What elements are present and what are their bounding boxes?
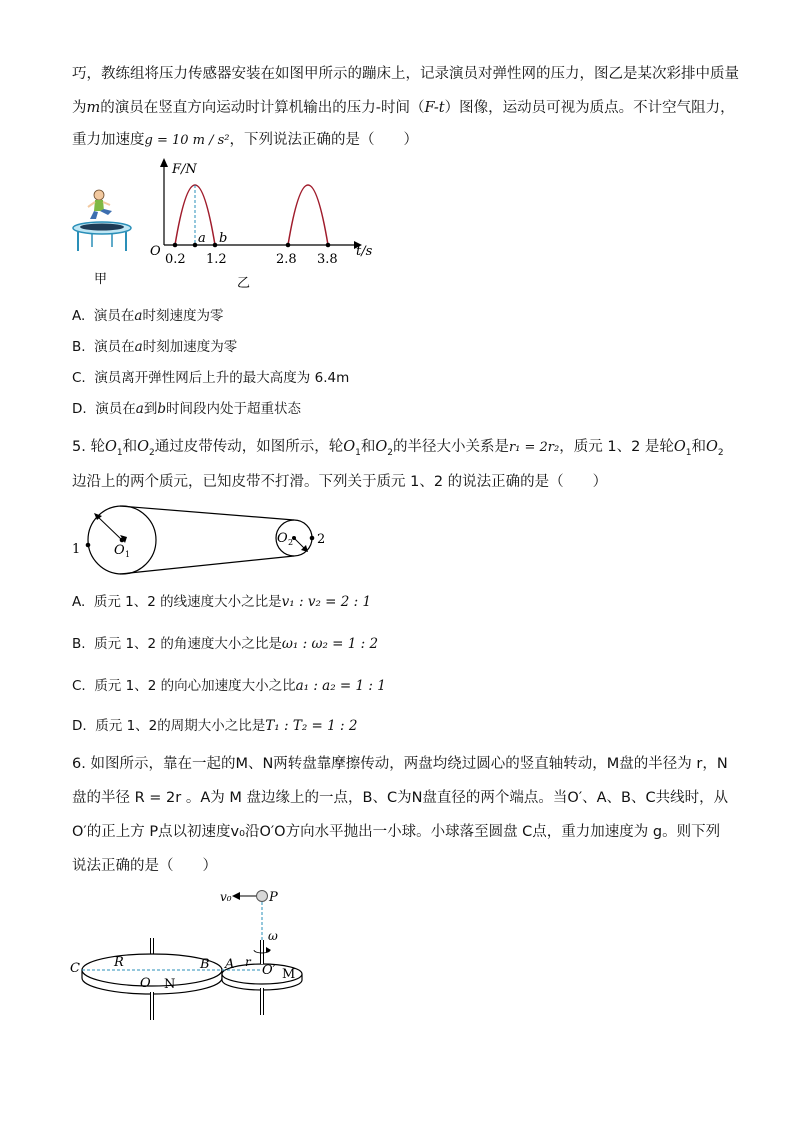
- q5-option-d[interactable]: [72, 716, 357, 736]
- text-fragment: 的演员在竖直方向运动时计算机输出的压力-时间（: [100, 100, 425, 116]
- point-a-label: A: [225, 957, 235, 972]
- q5-option-c[interactable]: [72, 676, 386, 696]
- option-text: 质元 1、2 的向心加速度大小之比: [94, 678, 296, 694]
- q6-stem-line3: O′的正上方 P点以初速度v₀沿O′O方向水平抛出一小球。小球落至圆盘 C点，重力加速度为 g。则下列: [72, 824, 721, 840]
- option-text: 时间段内处于超重状态: [166, 401, 301, 417]
- tick-label: 1.2: [206, 252, 227, 267]
- disk-m-label: M: [282, 967, 296, 982]
- option-formula: a₁ : a₂ = 1 : 1: [295, 678, 386, 694]
- center-o1-label: O: [114, 543, 125, 558]
- q5-stem-line2: 边沿上的两个质元，已知皮带不打滑。下列关于质元 1、2 的说法正确的是（ ）: [72, 474, 608, 490]
- point-p-label: P: [269, 890, 278, 905]
- option-letter: C.: [72, 370, 86, 386]
- text-fragment: 和: [691, 439, 707, 455]
- option-letter: B.: [72, 339, 86, 355]
- tick-label: 3.8: [317, 252, 338, 267]
- text-fragment: ，质元 1、2 是轮: [559, 439, 674, 455]
- q4-option-c[interactable]: [72, 368, 349, 388]
- arch-2: [288, 185, 328, 245]
- point-c-label: C: [70, 961, 80, 976]
- option-text: 演员在: [94, 339, 135, 355]
- origin-label: O: [150, 244, 161, 259]
- x-axis-label: t/s: [356, 244, 373, 259]
- radius-r-big-label: R: [114, 955, 124, 970]
- q5-option-a[interactable]: [72, 592, 371, 612]
- trampoline-icon: [73, 222, 131, 251]
- option-text: 演员在: [93, 308, 135, 324]
- v0-label: v₀: [220, 890, 232, 904]
- q4-option-a[interactable]: [72, 306, 223, 326]
- q4-stem-line2: [72, 98, 735, 118]
- o1-symbol: O: [673, 439, 686, 455]
- text-fragment: 5. 轮: [72, 439, 105, 455]
- q4-stem-line1: 巧，教练组将压力传感器安装在如图甲所示的蹦床上，记录演员对弹性网的压力，图乙是某次彩排中质量: [72, 66, 739, 82]
- performer-icon: [88, 190, 112, 219]
- radius-r-small-label: r: [245, 955, 251, 969]
- option-letter: A.: [72, 308, 86, 324]
- point-b-label: b: [219, 231, 228, 246]
- option-formula: v₁ : v₂ = 2 : 1: [281, 594, 372, 610]
- option-text: 到: [143, 401, 158, 417]
- mass-variable: m: [86, 100, 101, 116]
- label-jia: 甲: [94, 272, 108, 287]
- option-text: 演员离开弹性网后上升的最大高度为 6.4m: [94, 370, 350, 386]
- subscript: 1: [685, 447, 692, 458]
- option-letter: D.: [72, 401, 87, 417]
- option-formula: T₁ : T₂ = 1 : 2: [265, 718, 358, 734]
- subscript: 1: [355, 447, 361, 458]
- q5-belt-figure: [66, 500, 346, 580]
- q5-option-b[interactable]: [72, 634, 378, 654]
- q6-stem-line1: 6. 如图所示，靠在一起的M、N两转盘靠摩擦传动，两盘均绕过圆心的竖直轴转动，M盘的半径为 r，N: [72, 756, 728, 772]
- option-var: a: [135, 401, 144, 417]
- text-fragment: 通过皮带传动，如图所示，轮: [154, 439, 344, 455]
- option-text: 质元 1、2 的线速度大小之比是: [93, 594, 282, 610]
- disk-n-label: N: [164, 977, 176, 992]
- q6-turntable-figure: [66, 880, 326, 1025]
- o1-symbol: O: [104, 439, 117, 455]
- subscript: 1: [116, 447, 123, 458]
- disk-n: [82, 938, 222, 1020]
- q4-stem-line3: [72, 130, 418, 151]
- point-1-label: 1: [72, 542, 81, 557]
- radius-relation: r₁ = 2r₂: [508, 440, 560, 455]
- option-formula: ω₁ : ω₂ = 1 : 2: [281, 636, 379, 652]
- q4-option-d[interactable]: [72, 399, 301, 419]
- q4-option-b[interactable]: [72, 337, 237, 357]
- option-text: 质元 1、2 的角速度大小之比是: [94, 636, 282, 652]
- option-var: a: [134, 339, 143, 355]
- option-text: 时刻加速度为零: [142, 339, 238, 355]
- option-var: a: [134, 308, 143, 324]
- center-o-label: O: [140, 976, 151, 991]
- option-text: 质元 1、2的周期大小之比是: [95, 718, 266, 734]
- point-2-label: 2: [317, 532, 326, 547]
- option-letter: C.: [72, 678, 86, 694]
- option-text: 演员在: [95, 401, 136, 417]
- q6-stem-line2: 盘的半径 R = 2r 。A为 M 盘边缘上的一点，B、C为N盘直径的两个端点。当O′、A、B、C共线时，从: [72, 790, 729, 806]
- o2-symbol: O: [375, 439, 388, 455]
- omega-label: ω: [268, 929, 278, 943]
- text-fragment: 重力加速度: [72, 132, 145, 148]
- center-oprime-label: O′: [262, 963, 276, 978]
- text-fragment: 和: [122, 439, 138, 455]
- text-fragment: ，下列说法正确的是（ ）: [229, 132, 419, 148]
- option-letter: D.: [72, 718, 87, 734]
- tick-label: 2.8: [276, 252, 297, 267]
- o2-symbol: O: [137, 439, 149, 455]
- subscript: 1: [125, 550, 131, 559]
- option-letter: A.: [72, 594, 86, 610]
- text-fragment: 为: [72, 100, 87, 116]
- ft-variable: F-t: [424, 100, 445, 116]
- q6-stem-line4: 说法正确的是（ ）: [72, 858, 217, 874]
- point-b-label: B: [200, 957, 210, 972]
- center-o2-label: O: [277, 531, 288, 546]
- y-axis-label: F/N: [172, 162, 197, 177]
- o1-symbol: O: [343, 439, 356, 455]
- option-var: b: [157, 401, 166, 417]
- ft-graph: [150, 158, 373, 267]
- option-letter: B.: [72, 636, 86, 652]
- subscript: 2: [288, 538, 294, 547]
- text-fragment: ）图像，运动员可视为质点。不计空气阻力，: [444, 100, 735, 116]
- text-fragment: 和: [360, 439, 376, 455]
- o2-symbol: O: [706, 439, 718, 455]
- q5-stem-line1: [72, 437, 724, 463]
- option-text: 时刻速度为零: [142, 308, 224, 324]
- subscript: 2: [148, 447, 155, 458]
- label-yi: 乙: [237, 276, 251, 291]
- point-a-label: a: [198, 231, 206, 246]
- tick-label: 0.2: [165, 252, 186, 267]
- subscript: 2: [717, 447, 724, 458]
- text-fragment: 的半径大小关系是: [392, 439, 509, 455]
- q4-figure: [70, 155, 390, 295]
- subscript: 2: [387, 447, 393, 458]
- gravity-formula: g = 10 m / s²: [144, 133, 230, 148]
